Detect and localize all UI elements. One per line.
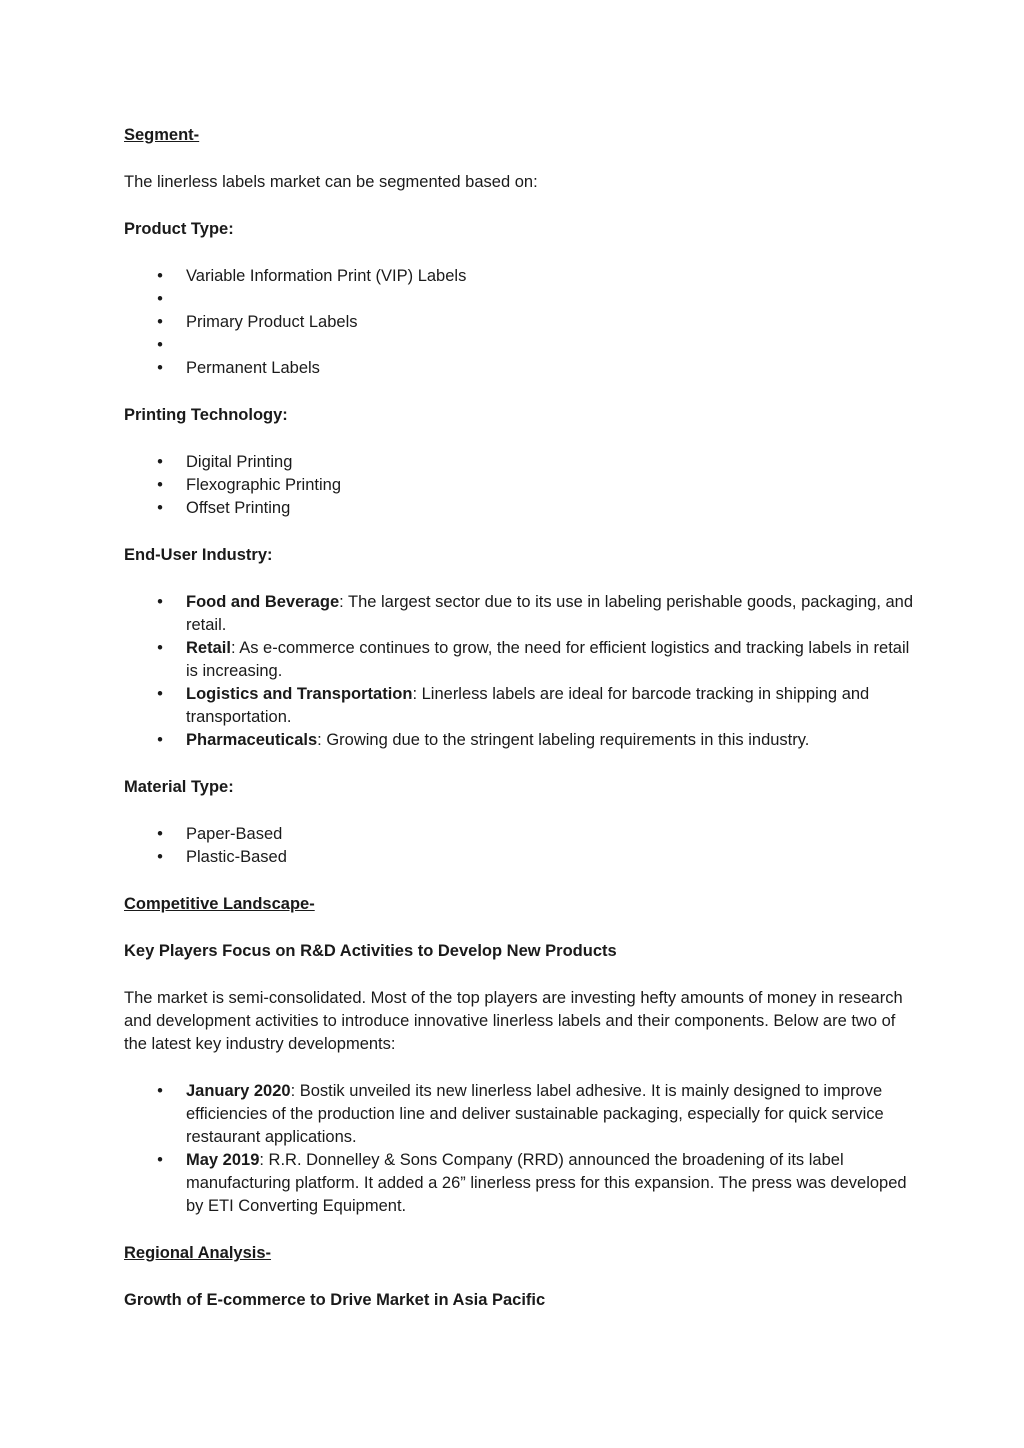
list-item (124, 334, 914, 357)
product-type-list (124, 265, 914, 380)
regional-subheading: Growth of E-commerce to Drive Market in Asia Pacific (124, 1291, 546, 1309)
list-item: • Plastic-Based (124, 846, 914, 869)
segment-heading: Segment- (124, 126, 200, 144)
bullet-icon: • (157, 685, 163, 703)
list-item: • Offset Printing (124, 497, 914, 520)
printing-technology-title: Printing Technology: (124, 406, 288, 424)
list-item: • Pharmaceuticals: Growing due to the stringent labeling requirements in this industry. (124, 729, 914, 752)
segment-intro: The linerless labels market can be segmented based on: (124, 173, 538, 191)
bullet-icon: • (157, 731, 163, 749)
list-item (124, 288, 914, 311)
bullet-icon: • (157, 848, 163, 866)
bullet-icon: • (157, 499, 163, 517)
competitive-paragraph: The market is semi-consolidated. Most of the top players are investing hefty amounts of money in research and development activities to introduce innovative linerless labels and their components. Below are two of the latest key industry developments: (124, 989, 903, 1053)
regional-analysis-heading: Regional Analysis- (124, 1244, 272, 1262)
bullet-icon: • (157, 267, 163, 285)
bullet-icon: • (157, 639, 163, 657)
end-user-industry-list (124, 591, 914, 752)
document-page (124, 124, 914, 1312)
bullet-icon: • (157, 453, 163, 471)
competitive-landscape-heading: Competitive Landscape- (124, 895, 315, 913)
competitive-subheading: Key Players Focus on R&D Activities to Develop New Products (124, 942, 617, 960)
developments-list (124, 1080, 914, 1218)
product-type-title: Product Type: (124, 220, 234, 238)
list-item: • May 2019: R.R. Donnelley & Sons Company (RRD) announced the broadening of its label manufacturing platform. It added a 26” linerless press for this expansion. The press was developed by ETI Converting Equipment. (124, 1149, 914, 1218)
bullet-icon: • (157, 1082, 163, 1100)
bullet-icon: • (157, 825, 163, 843)
bullet-icon: • (157, 290, 163, 308)
list-item: • Primary Product Labels (124, 311, 914, 334)
list-item: • Flexographic Printing (124, 474, 914, 497)
material-type-title: Material Type: (124, 778, 234, 796)
list-item: • Retail: As e-commerce continues to grow, the need for efficient logistics and tracking labels in retail is increasing. (124, 637, 914, 683)
list-item: • Variable Information Print (VIP) Labels (124, 265, 914, 288)
bullet-icon: • (157, 336, 163, 354)
material-type-list (124, 823, 914, 869)
end-user-industry-title: End-User Industry: (124, 546, 273, 564)
list-item: • Digital Printing (124, 451, 914, 474)
list-item: • Logistics and Transportation: Linerless labels are ideal for barcode tracking in shipping and transportation. (124, 683, 914, 729)
list-item: • January 2020: Bostik unveiled its new linerless label adhesive. It is mainly designed to improve efficiencies of the production line and deliver sustainable packaging, especially for quick service restaurant applications. (124, 1080, 914, 1149)
bullet-icon: • (157, 476, 163, 494)
bullet-icon: • (157, 1151, 163, 1169)
bullet-icon: • (157, 593, 163, 611)
list-item: • Paper-Based (124, 823, 914, 846)
list-item: • Food and Beverage: The largest sector due to its use in labeling perishable goods, packaging, and retail. (124, 591, 914, 637)
list-item: • Permanent Labels (124, 357, 914, 380)
printing-technology-list (124, 451, 914, 520)
bullet-icon: • (157, 359, 163, 377)
bullet-icon: • (157, 313, 163, 331)
